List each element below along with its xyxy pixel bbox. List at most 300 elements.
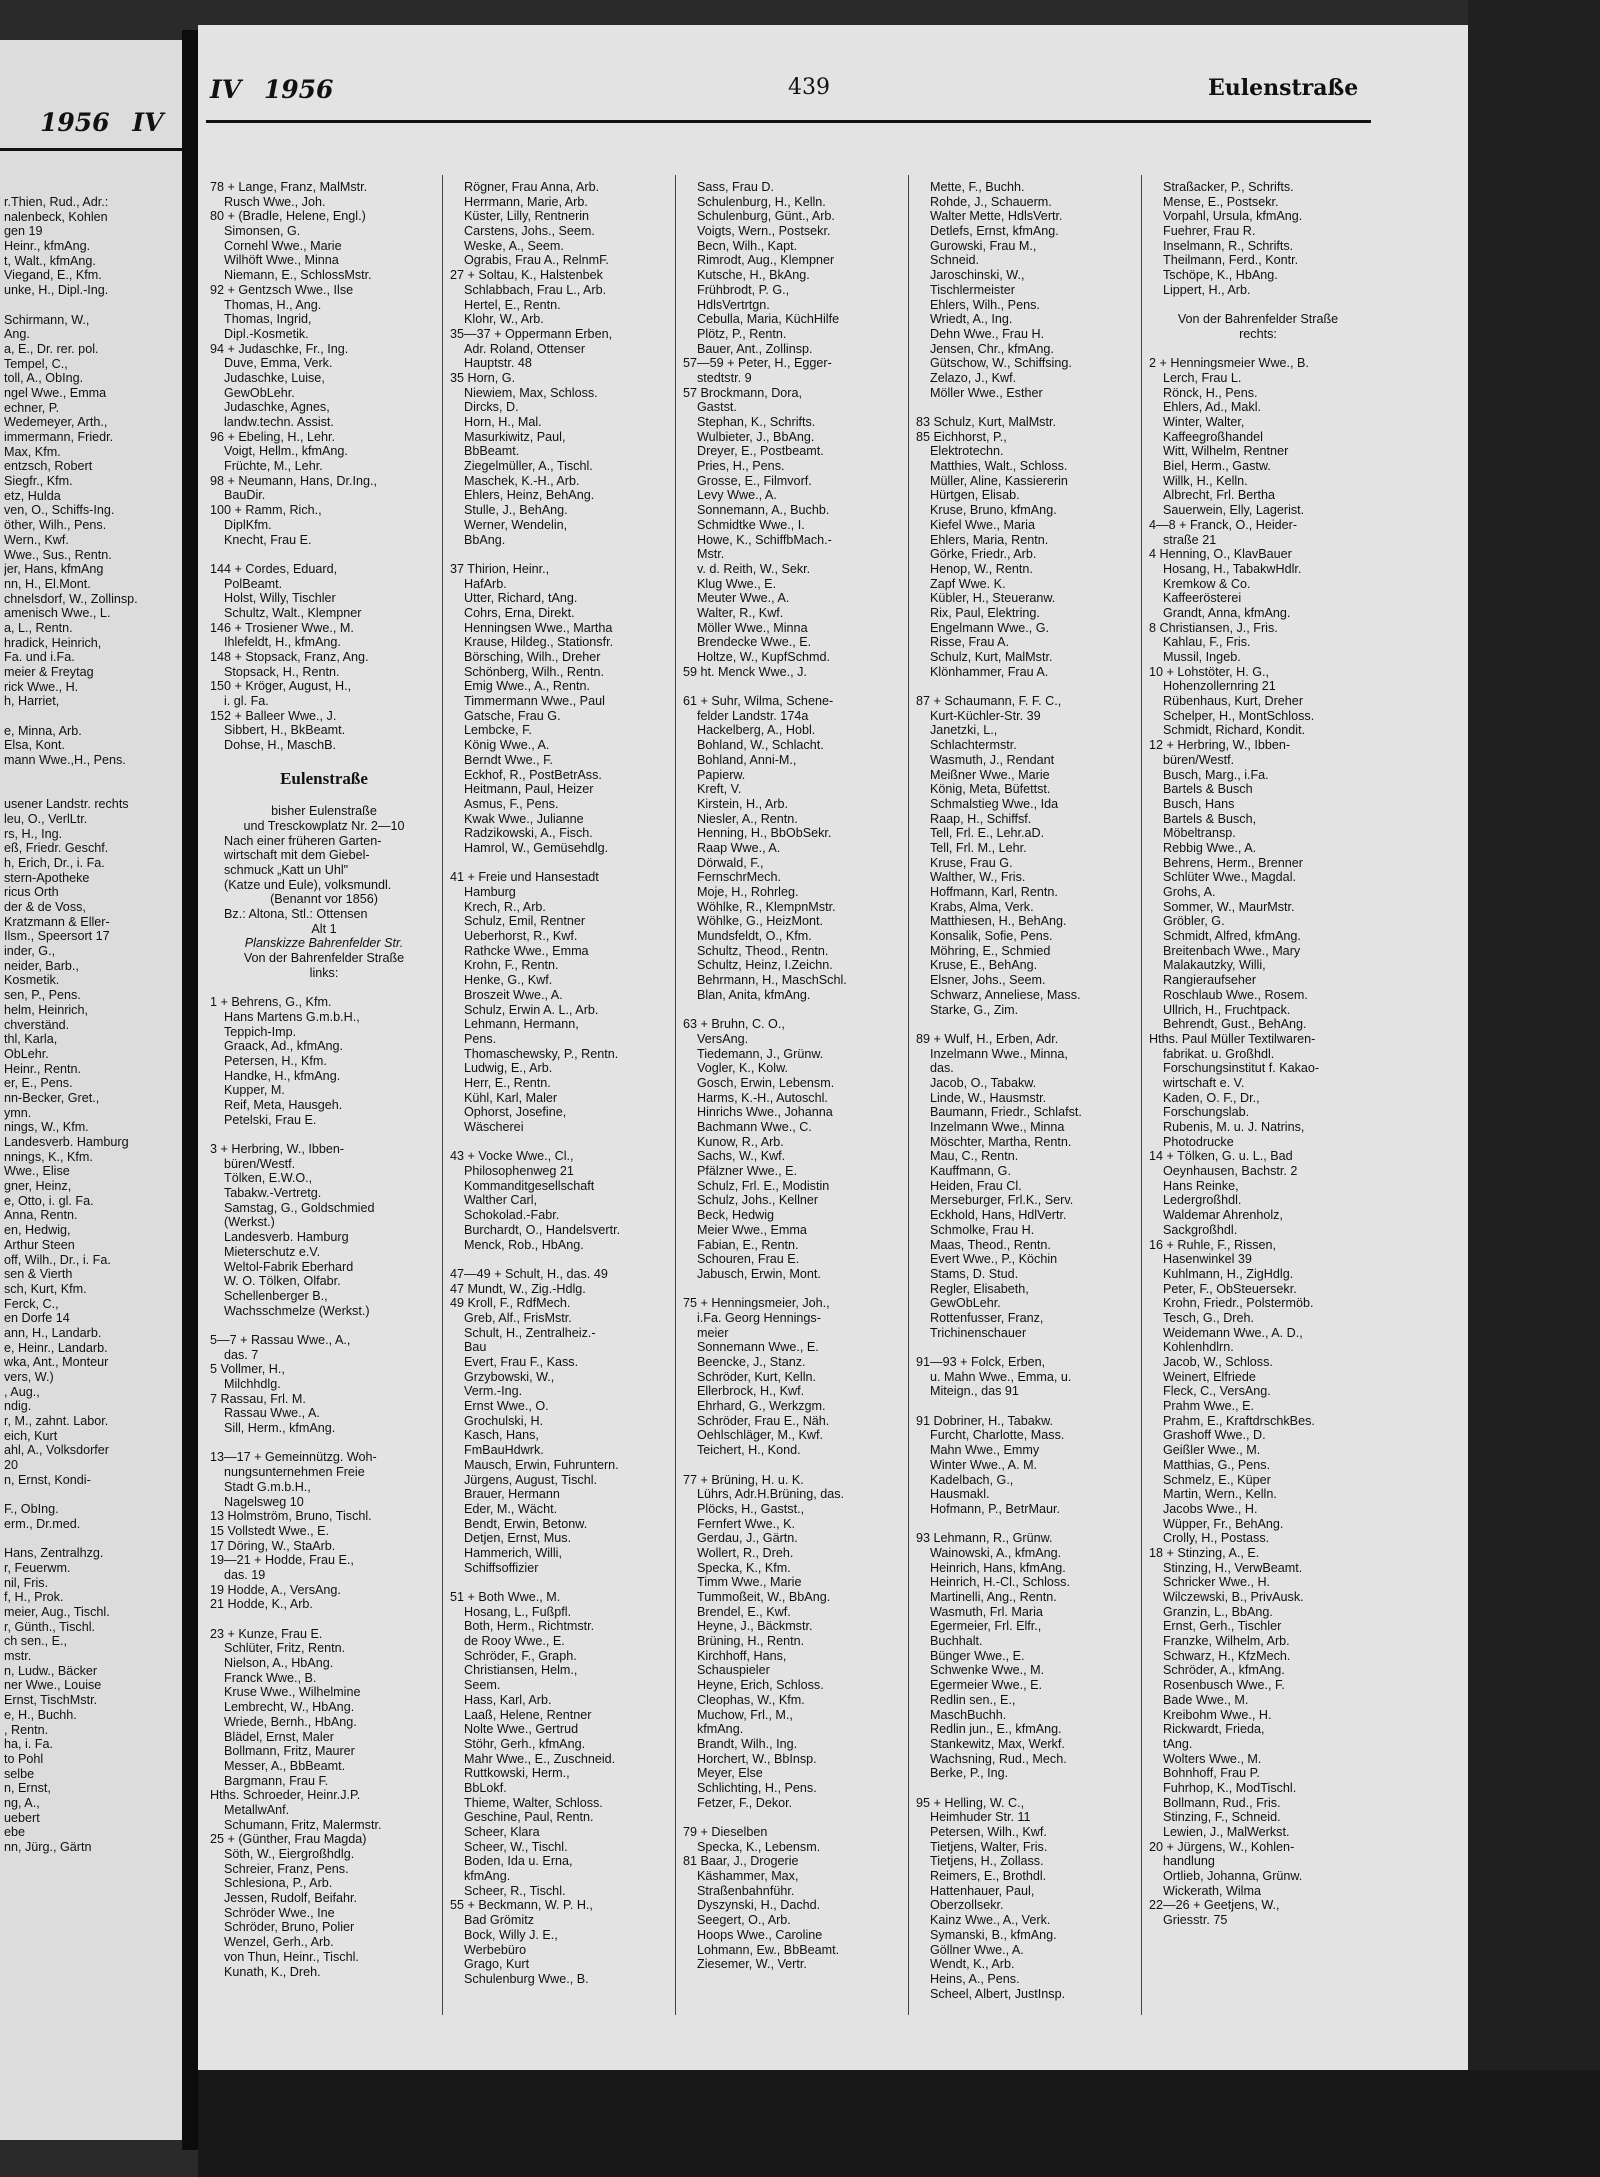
directory-line: chverständ. <box>4 1017 70 1032</box>
directory-line: 19—21 + Hodde, Frau E., <box>210 1553 354 1568</box>
directory-line: ahl, A., Volksdorfer <box>4 1443 110 1458</box>
directory-line: Albrecht, Frl. Bertha <box>1163 488 1275 503</box>
directory-line: Kahlau, F., Fris. <box>1163 635 1251 650</box>
directory-line: fabrikat. u. Großhdl. <box>1163 1046 1275 1061</box>
directory-line: Schult, H., Zentralheiz.- <box>464 1325 596 1340</box>
directory-line <box>450 1252 672 1267</box>
directory-line: selbe <box>4 1766 35 1781</box>
directory-line: Wainowski, A., kfmAng. <box>930 1545 1062 1560</box>
directory-line: Martinelli, Ang., Rentn. <box>930 1590 1057 1604</box>
directory-line: Handke, H., kfmAng. <box>224 1068 341 1083</box>
directory-line: Witt, Wilhelm, Rentner <box>1163 444 1289 459</box>
directory-line: Schröder, F., Graph. <box>464 1648 577 1663</box>
directory-line: Milchhdlg. <box>224 1377 281 1391</box>
directory-line: Oehlschläger, M., Kwf. <box>697 1428 823 1443</box>
directory-line: Kiefel Wwe., Maria <box>930 517 1035 532</box>
directory-line: 13—17 + Gemeinnützg. Woh- <box>210 1450 377 1465</box>
directory-line: uebert <box>4 1810 40 1825</box>
directory-line: Ang. <box>4 327 30 342</box>
directory-line: 91—93 + Folck, Erben, <box>916 1355 1046 1369</box>
directory-line: Starke, G., Zim. <box>930 1002 1019 1017</box>
directory-line: Petelski, Frau E. <box>224 1112 317 1127</box>
directory-line: Martin, Wern., Kelln. <box>1163 1487 1277 1502</box>
directory-line: Heitmann, Paul, Heizer <box>464 782 594 797</box>
directory-line: Matthies, Walt., Schloss. <box>930 459 1068 474</box>
directory-line: BbBeamt. <box>464 444 520 459</box>
directory-line: kfmAng. <box>464 1869 511 1884</box>
directory-line: Baumann, Friedr., Schlafst. <box>930 1105 1082 1120</box>
directory-line: meier & Freytag <box>4 665 94 679</box>
directory-line: Hohenzollernring 21 <box>1163 679 1276 694</box>
directory-line: Bohland, W., Schlacht. <box>697 738 824 753</box>
directory-line: Lührs, Adr.H.Brüning, das. <box>697 1487 845 1502</box>
left-page <box>0 40 182 2140</box>
directory-line: 92 + Gentzsch Wwe., Ilse <box>210 282 354 297</box>
directory-line: r, Feuerwm. <box>4 1560 71 1575</box>
directory-line: Sill, Herm., kfmAng. <box>224 1421 336 1436</box>
directory-line: Schmidt, Richard, Kondit. <box>1163 723 1306 738</box>
directory-line: Schulz, Erwin A. L., Arb. <box>464 1002 599 1017</box>
directory-line: Mense, E., Postsekr. <box>1163 194 1279 209</box>
directory-line: Wwe., Sus., Rentn. <box>4 547 112 562</box>
directory-line: Kadelbach, G., <box>930 1472 1014 1487</box>
directory-line: gner, Heinz, <box>4 1179 72 1194</box>
directory-line: Eckhof, R., PostBetrAss. <box>464 767 602 782</box>
directory-line: Heimhuder Str. 11 <box>930 1810 1031 1825</box>
directory-line: e, H., Buchh. <box>4 1707 77 1722</box>
directory-line: Heinrich, Hans, kfmAng. <box>930 1560 1066 1575</box>
directory-line: Sonnemann Wwe., E. <box>697 1340 819 1355</box>
section-note: Alt 1 <box>311 921 337 936</box>
directory-line: Blan, Anita, kfmAng. <box>697 987 811 1002</box>
directory-line: Grago, Kurt <box>464 1957 530 1972</box>
directory-line: Walter Mette, HdlsVertr. <box>930 209 1063 224</box>
directory-line: Ehlers, Ad., Makl. <box>1163 400 1261 415</box>
directory-line: Judaschke, Luise, <box>224 370 325 385</box>
directory-line: Rimrodt, Aug., Klempner <box>697 253 835 268</box>
directory-line: Vogler, K., Kolw. <box>697 1061 789 1076</box>
directory-line: Schmidt, Alfred, kfmAng. <box>1163 929 1301 944</box>
directory-column-3 <box>683 180 905 2060</box>
left-page-volume: IV <box>132 108 164 137</box>
directory-line: Meißner Wwe., Marie <box>930 767 1050 782</box>
directory-line: Kirchhoff, Hans, <box>697 1648 787 1663</box>
directory-line: 25 + (Günther, Frau Magda) <box>210 1832 367 1847</box>
directory-line <box>210 790 438 805</box>
directory-line <box>683 1458 905 1473</box>
directory-line: 146 + Trosiener Wwe., M. <box>210 620 354 635</box>
directory-line: Rassau Wwe., A. <box>224 1406 320 1421</box>
directory-line: Grosse, E., Filmvorf. <box>697 473 812 488</box>
directory-line: 47—49 + Schult, H., das. 49 <box>450 1266 608 1281</box>
directory-line: kfmAng. <box>697 1722 744 1737</box>
directory-line: Rebbig Wwe., A. <box>1163 840 1257 855</box>
directory-line: Hauptstr. 48 <box>464 356 532 371</box>
directory-line: Both, Herm., Richtmstr. <box>464 1619 595 1634</box>
directory-line: Jacob, W., Schloss. <box>1163 1355 1273 1369</box>
directory-line: Janetzki, L., <box>930 723 998 738</box>
directory-line: Hamrol, W., Gemüsehdlg. <box>464 840 609 855</box>
header-rule <box>206 120 1371 123</box>
directory-line: Geschine, Paul, Rentn. <box>464 1810 594 1825</box>
directory-line: Scheer, W., Tischl. <box>464 1839 568 1854</box>
directory-line: Rottenfusser, Franz, <box>930 1310 1044 1325</box>
directory-line: 150 + Kröger, August, H., <box>210 679 352 694</box>
directory-line: Schulz, Emil, Rentner <box>464 914 586 929</box>
directory-line <box>4 768 180 783</box>
directory-line: 13 Holmström, Bruno, Tischl. <box>210 1509 372 1524</box>
directory-line: thl, Karla, <box>4 1032 58 1047</box>
right-page-volume: IV <box>210 75 242 104</box>
directory-line <box>450 856 672 871</box>
directory-line: v. d. Reith, W., Sekr. <box>697 561 811 576</box>
directory-line: Stinzing, H., VerwBeamt. <box>1163 1560 1303 1575</box>
directory-line: Schwarz, H., KfzMech. <box>1163 1648 1291 1663</box>
directory-line: Gosch, Erwin, Lebensm. <box>697 1075 835 1090</box>
directory-line <box>210 753 438 768</box>
directory-line: Busch, Hans <box>1163 796 1235 811</box>
directory-line: PolBeamt. <box>224 576 283 591</box>
directory-line: Ernst, Gerh., Tischler <box>1163 1619 1282 1634</box>
directory-line: Straßacker, P., Schrifts. <box>1163 180 1294 194</box>
directory-line: Sommer, W., MaurMstr. <box>1163 899 1295 914</box>
directory-line: Ilsm., Speersort 17 <box>4 929 110 944</box>
directory-line: Weinert, Elfriede <box>1163 1369 1256 1384</box>
directory-line: Wedemeyer, Arth., <box>4 415 108 430</box>
directory-line: Zapf Wwe. K. <box>930 576 1006 591</box>
directory-line: Kupper, M. <box>224 1083 285 1098</box>
directory-line: a, L., Rentn. <box>4 620 73 635</box>
directory-line: Käshammer, Max, <box>697 1869 799 1884</box>
directory-line: Heinrich, H.-Cl., Schloss. <box>930 1575 1070 1590</box>
directory-line: 14 + Tölken, G. u. L., Bad <box>1149 1149 1293 1164</box>
directory-line: (Werkst.) <box>224 1215 275 1230</box>
directory-line: Schokolad.-Fabr. <box>464 1208 560 1223</box>
directory-line: echner, P. <box>4 400 60 415</box>
directory-line: Kuhlmann, H., ZigHdlg. <box>1163 1266 1294 1281</box>
directory-line: Tölken, E.W.O., <box>224 1171 313 1186</box>
directory-line: BbAng. <box>464 532 506 547</box>
directory-line: 23 + Kunze, Frau E. <box>210 1626 323 1641</box>
directory-line: Symanski, B., kfmAng. <box>930 1927 1057 1942</box>
directory-line: Görke, Friedr., Arb. <box>930 547 1037 562</box>
directory-line: 81 Baar, J., Drogerie <box>683 1854 799 1869</box>
directory-line <box>916 1017 1138 1032</box>
directory-line: Brendel, E., Kwf. <box>697 1604 791 1619</box>
directory-line: Schouren, Frau E. <box>697 1252 800 1267</box>
directory-line: Dyszynski, H., Dachd. <box>697 1898 821 1913</box>
directory-line: Linde, W., Hausmstr. <box>930 1090 1047 1105</box>
directory-line: 21 Hodde, K., Arb. <box>210 1597 313 1612</box>
directory-line: Niesler, A., Rentn. <box>697 811 798 826</box>
directory-line: Werbebüro <box>464 1942 527 1957</box>
directory-line: Inselmann, R., Schrifts. <box>1163 238 1294 253</box>
directory-line: Regler, Elisabeth, <box>930 1281 1029 1296</box>
directory-line <box>210 1436 438 1451</box>
directory-line: Schlachtermstr. <box>930 738 1017 753</box>
section-note: (Benannt vor 1856) <box>270 892 378 907</box>
directory-line: Teppich-Imp. <box>224 1024 297 1039</box>
directory-line: Bünger Wwe., E. <box>930 1648 1025 1663</box>
directory-line: Peter, F., ObSteuersekr. <box>1163 1281 1297 1296</box>
directory-line: u. Mahn Wwe., Emma, u. <box>930 1369 1072 1384</box>
directory-line: Ueberhorst, R., Kwf. <box>464 929 578 944</box>
directory-line: Landesverb. Hamburg <box>4 1135 129 1149</box>
directory-line: ch sen., E., <box>4 1634 67 1649</box>
directory-line: Broszeit Wwe., A. <box>464 987 563 1002</box>
directory-line: jer, Hans, kfmAng <box>4 562 104 577</box>
directory-line <box>4 1532 180 1547</box>
directory-line: Samstag, G., Goldschmied <box>224 1200 375 1215</box>
directory-line: Matthias, G., Pens. <box>1163 1457 1271 1472</box>
directory-line: Lehmann, Hermann, <box>464 1017 579 1032</box>
directory-line <box>916 400 1138 415</box>
directory-line: Schröder Wwe., Ine <box>224 1905 335 1920</box>
directory-line <box>916 1517 1138 1532</box>
directory-line: felder Landstr. 174a <box>697 708 809 723</box>
right-page-year: 1956 <box>263 75 334 104</box>
directory-line: Stinzing, F., Schneid. <box>1163 1810 1281 1825</box>
directory-line: 2 + Henningsmeier Wwe., B. <box>1149 356 1309 371</box>
directory-line: Bz.: Altona, Stl.: Ottensen <box>224 907 368 921</box>
directory-line: Stankewitz, Max, Werkf. <box>930 1736 1065 1751</box>
directory-line: Hans, Zentralhzg. <box>4 1546 104 1561</box>
directory-line: Behrmann, H., MaschSchl. <box>697 973 847 988</box>
directory-line: 20 + Jürgens, W., Kohlen- <box>1149 1839 1295 1854</box>
directory-line: HdlsVertrtgn. <box>697 297 770 312</box>
directory-line: Hths. Paul Müller Textilwaren- <box>1149 1031 1316 1046</box>
section-note: und Tresckowplatz Nr. 2—10 <box>243 818 405 833</box>
directory-line: Photodrucke <box>1163 1134 1234 1149</box>
directory-line: 100 + Ramm, Rich., <box>210 503 322 518</box>
directory-line <box>210 1612 438 1627</box>
directory-line: Kreft, V. <box>697 782 742 797</box>
directory-line: König Wwe., A. <box>464 738 550 753</box>
directory-line: n, Ludw., Bäcker <box>4 1663 98 1678</box>
directory-line: Heinr., Rentn. <box>4 1061 82 1076</box>
directory-line: Egermeier, Frl. Elfr., <box>930 1619 1042 1634</box>
directory-line: , Rentn. <box>4 1722 49 1737</box>
directory-line: Brendecke Wwe., E. <box>697 635 812 650</box>
column-separator <box>908 175 909 2015</box>
directory-line: 57 Brockmann, Dora, <box>683 385 802 400</box>
directory-line: Tietjens, Walter, Fris. <box>930 1839 1048 1854</box>
directory-line: Schulenburg Wwe., B. <box>464 1971 589 1986</box>
directory-line: Verm.-Ing. <box>464 1384 523 1399</box>
directory-line: Grandt, Anna, kfmAng. <box>1163 605 1291 620</box>
directory-line: 5 Vollmer, H., <box>210 1362 285 1377</box>
directory-line: r, M., zahnt. Labor. <box>4 1414 109 1429</box>
column-separator <box>442 175 443 2015</box>
directory-line: von Thun, Heinr., Tischl. <box>224 1949 359 1964</box>
directory-line <box>683 679 905 694</box>
directory-line: Seem. <box>464 1678 501 1693</box>
directory-line: Brandt, Wilh., Ing. <box>697 1736 798 1751</box>
directory-line: Voigts, Wern., Postsekr. <box>697 224 831 239</box>
directory-line: Göllner Wwe., A. <box>930 1942 1024 1957</box>
directory-line: leu, O., VerlLtr. <box>4 811 88 826</box>
section-note: Von der Bahrenfelder Straße <box>1177 312 1339 327</box>
directory-line <box>683 1810 905 1825</box>
directory-line: neider, Barb., <box>4 958 79 973</box>
directory-line: h, Erich, Dr., i. Fa. <box>4 855 105 870</box>
directory-line: Utter, Richard, tAng. <box>464 591 578 606</box>
directory-line: 1 + Behrens, G., Kfm. <box>210 995 332 1010</box>
directory-line: Crolly, H., Postass. <box>1163 1531 1270 1546</box>
directory-line: Asmus, F., Pens. <box>464 796 559 811</box>
directory-line: Messer, A., BbBeamt. <box>224 1758 346 1773</box>
directory-column-5 <box>1149 180 1367 2060</box>
directory-line: Petersen, H., Kfm. <box>224 1053 327 1068</box>
directory-line: 51 + Both Wwe., M. <box>450 1590 561 1604</box>
directory-line: Nagelsweg 10 <box>224 1494 304 1509</box>
directory-line: Fuhrhop, K., ModTischl. <box>1163 1780 1297 1795</box>
directory-line: Grashoff Wwe., D. <box>1163 1428 1266 1443</box>
directory-line: 43 + Vocke Wwe., Cl., <box>450 1149 574 1164</box>
directory-line: Voigt, Hellm., kfmAng. <box>224 444 348 459</box>
directory-line: Sackgroßhdl. <box>1163 1222 1238 1237</box>
directory-line: Specka, K., Kfm. <box>697 1560 791 1575</box>
directory-line: Bachmann Wwe., C. <box>697 1120 812 1134</box>
directory-line: Weidemann Wwe., A. D., <box>1163 1325 1303 1340</box>
directory-line: Christiansen, Helm., <box>464 1663 578 1678</box>
directory-line: Max, Kfm. <box>4 444 61 459</box>
directory-line: Oberzollsekr. <box>930 1898 1004 1913</box>
directory-line: Blädel, Ernst, Maler <box>224 1729 334 1744</box>
directory-line: Rathcke Wwe., Emma <box>464 943 589 958</box>
directory-line: Burchardt, O., Handelsvertr. <box>464 1222 621 1237</box>
directory-line: Judaschke, Agnes, <box>224 400 330 415</box>
directory-line: Detjen, Ernst, Mus. <box>464 1531 572 1546</box>
directory-line: Bargmann, Frau F. <box>224 1773 329 1788</box>
directory-line: Ehlers, Wilh., Pens. <box>930 297 1040 312</box>
directory-line: Straßenbahnführ. <box>697 1883 795 1898</box>
directory-line: Heyne, J., Bäckmstr. <box>697 1619 813 1634</box>
directory-line: 83 Schulz, Kurt, MalMstr. <box>916 415 1056 429</box>
directory-line: der & de Voss, <box>4 900 86 914</box>
directory-line <box>450 547 672 562</box>
directory-line: 96 + Ebeling, H., Lehr. <box>210 429 335 444</box>
directory-line: Schulz, Frl. E., Modistin <box>697 1178 830 1193</box>
directory-line: Küster, Lilly, Rentnerin <box>464 209 590 224</box>
directory-line: Klohr, W., Arb. <box>464 312 544 327</box>
directory-line: Bade Wwe., M. <box>1163 1692 1249 1707</box>
directory-line: Breitenbach Wwe., Mary <box>1163 943 1301 958</box>
directory-line: Wickerath, Wilma <box>1163 1883 1261 1898</box>
directory-line: Ledergroßhdl. <box>1163 1193 1242 1208</box>
directory-line: Malakautzky, Willi, <box>1163 958 1266 973</box>
directory-line: 15 Vollstedt Wwe., E. <box>210 1523 329 1538</box>
directory-line: Schröder, Frau E., Näh. <box>697 1413 830 1428</box>
directory-line: Weltol-Fabrik Eberhard <box>224 1259 354 1274</box>
directory-line: HafArb. <box>464 576 507 591</box>
directory-line: 91 Dobriner, H., Tabakw. <box>916 1413 1053 1428</box>
directory-line: Tischlermeister <box>930 282 1015 297</box>
directory-line: Maas, Theod., Rentn. <box>930 1237 1051 1252</box>
directory-line: Klug Wwe., E. <box>697 576 777 591</box>
directory-line: MaschBuchh. <box>930 1707 1007 1722</box>
left-header-rule <box>0 148 182 151</box>
directory-line: Gurowski, Frau M., <box>930 238 1037 253</box>
directory-line: Niewiem, Max, Schloss. <box>464 385 598 400</box>
directory-line: Pens. <box>464 1031 497 1046</box>
directory-line: Ophorst, Josefine, <box>464 1105 567 1120</box>
directory-line: Kauffmann, G. <box>930 1164 1011 1179</box>
directory-line: Schulz, Kurt, MalMstr. <box>930 650 1053 664</box>
directory-line: immermann, Friedr. <box>4 430 114 444</box>
directory-line: 5—7 + Rassau Wwe., A., <box>210 1332 351 1347</box>
directory-line: Mau, C., Rentn. <box>930 1149 1019 1164</box>
directory-line: landw.techn. Assist. <box>224 415 334 429</box>
directory-line: F., ObIng. <box>4 1502 59 1517</box>
directory-line: Busch, Marg., i.Fa. <box>1163 767 1269 782</box>
directory-line: Anna, Rentn. <box>4 1208 78 1223</box>
directory-line: Howe, K., SchiffbMach.- <box>697 532 832 547</box>
directory-line <box>916 1399 1138 1414</box>
directory-line: Ferck, C., <box>4 1296 59 1311</box>
directory-line: FernschrMech. <box>697 870 781 885</box>
directory-line: Tietjens, H., Zollass. <box>930 1854 1044 1869</box>
directory-line: Schlüter, Fritz, Rentn. <box>224 1641 346 1656</box>
directory-line: Schmolke, Frau H. <box>930 1222 1035 1237</box>
directory-line: Kratzmann & Eller- <box>4 914 110 929</box>
directory-line <box>210 547 438 562</box>
directory-line: Schmelz, E., Küper <box>1163 1472 1271 1487</box>
directory-line: Brüning, H., Rentn. <box>697 1634 805 1649</box>
directory-line: 93 Lehmann, R., Grünw. <box>916 1531 1053 1546</box>
directory-line: Ellerbrock, H., Kwf. <box>697 1384 805 1399</box>
directory-line: Behrens, Herm., Brenner <box>1163 855 1303 870</box>
directory-line: Schreier, Franz, Pens. <box>224 1861 349 1876</box>
directory-line: ricus Orth <box>4 885 59 900</box>
directory-line: gen 19 <box>4 224 43 239</box>
directory-line: 75 + Henningsmeier, Joh., <box>683 1296 830 1311</box>
directory-line: Kurt-Küchler-Str. 39 <box>930 708 1041 723</box>
directory-line: ann, H., Landarb. <box>4 1325 102 1340</box>
directory-line: unke, H., Dipl.-Ing. <box>4 283 109 298</box>
directory-line: 78 + Lange, Franz, MalMstr. <box>210 180 368 194</box>
directory-line: Bauer, Ant., Zollinsp. <box>697 341 813 356</box>
directory-line: Bau <box>464 1340 487 1355</box>
column-separator <box>675 175 676 2015</box>
directory-line: Krech, R., Arb. <box>464 899 546 914</box>
directory-line: Grochulski, H. <box>464 1413 544 1428</box>
right-page <box>198 25 1468 2155</box>
directory-line: Ehlers, Heinz, BehAng. <box>464 488 595 503</box>
directory-line: Mahr Wwe., E., Zuschneid. <box>464 1751 616 1766</box>
directory-line: Hass, Karl, Arb. <box>464 1692 552 1707</box>
directory-line: Pries, H., Pens. <box>697 459 785 474</box>
directory-line: Wachsning, Rud., Mech. <box>930 1751 1067 1766</box>
directory-line: 80 + (Bradle, Helene, Engl.) <box>210 209 366 224</box>
directory-line: Schmidtke Wwe., I. <box>697 517 805 532</box>
directory-line: Sonnemann, A., Buchb. <box>697 503 830 518</box>
directory-line: Engelmann Wwe., G. <box>930 620 1049 635</box>
directory-line: ndig. <box>4 1399 32 1414</box>
directory-line: (Katze und Eule), volksmundl. <box>224 877 392 892</box>
directory-column-1 <box>210 180 438 2060</box>
directory-line: Kwak Wwe., Julianne <box>464 811 584 826</box>
directory-line: Schelper, H., MontSchloss. <box>1163 708 1315 723</box>
directory-line: Rusch Wwe., Joh. <box>224 194 326 209</box>
directory-line: BbLokf. <box>464 1780 507 1795</box>
directory-line: 27 + Soltau, K., Halstenbek <box>450 268 603 283</box>
directory-line: Stams, D. Stud. <box>930 1266 1019 1281</box>
directory-line: Möschter, Martha, Rentn. <box>930 1134 1072 1149</box>
directory-line: Möbeltransp. <box>1163 826 1236 841</box>
directory-line: 57—59 + Peter, H., Egger- <box>683 356 832 371</box>
directory-line: 37 Thirion, Heinr., <box>450 561 550 576</box>
